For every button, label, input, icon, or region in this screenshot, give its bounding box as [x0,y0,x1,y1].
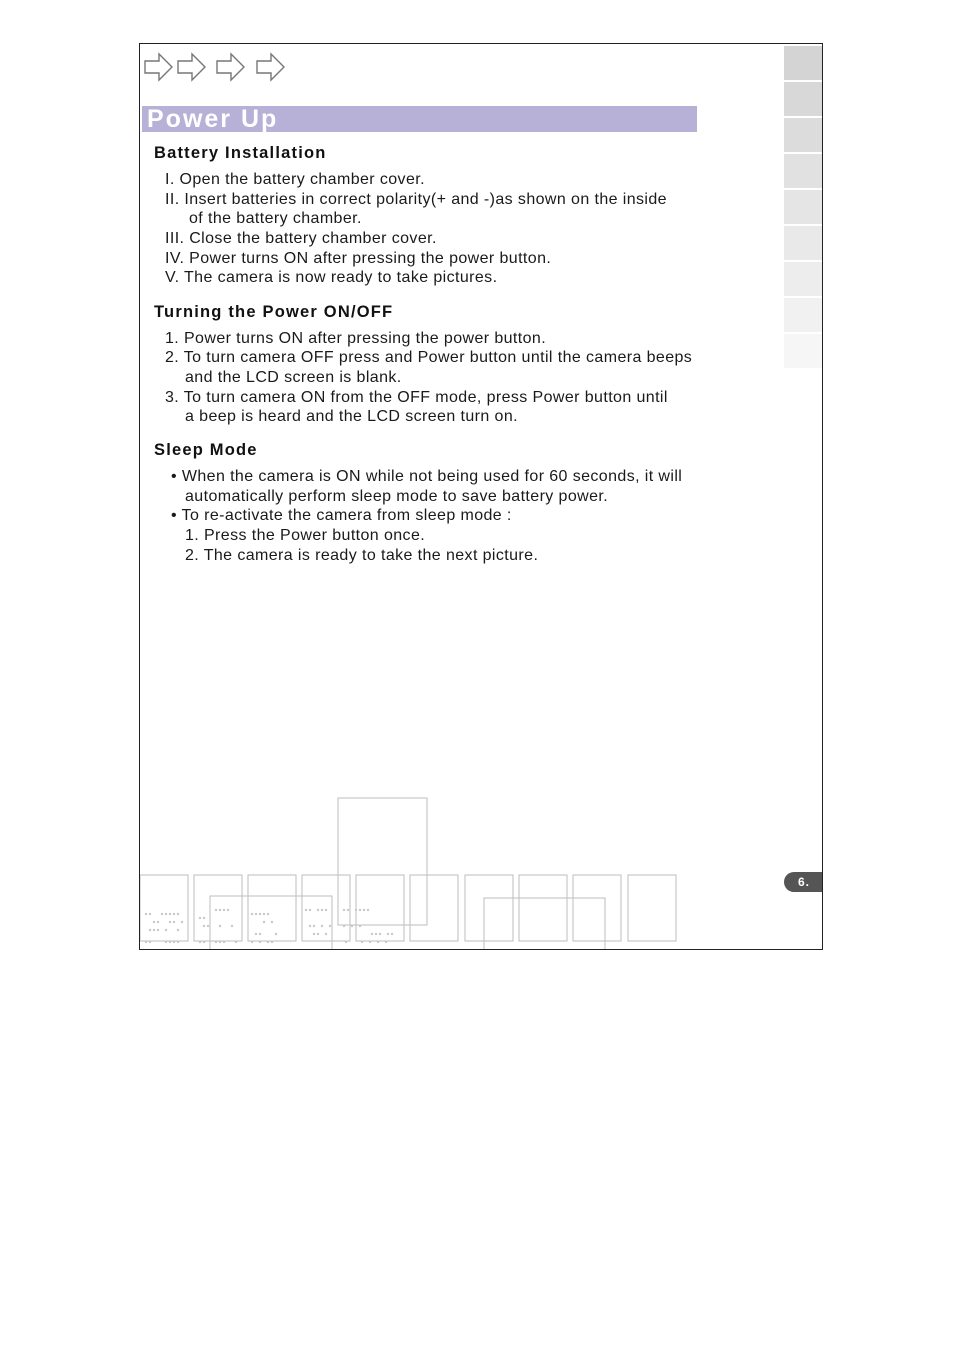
power-step: 3. To turn camera ON from the OFF mode, press Power button until [165,389,668,406]
battery-step: III. Close the battery chamber cover. [165,230,437,247]
battery-step: V. The camera is now ready to take pictures. [165,269,498,286]
power-step: 2. To turn camera OFF press and Power button until the camera beeps [165,349,693,366]
section-heading-battery: Battery Installation [154,144,327,162]
side-tab [784,262,822,296]
manual-page [139,43,823,950]
power-step-continued: a beep is heard and the LCD screen turn on. [185,408,518,425]
battery-step-continued: of the battery chamber. [189,210,362,227]
page-number-badge: 6. [784,872,823,892]
title-bar [142,106,697,132]
side-tab [784,190,822,224]
side-tab [784,298,822,332]
power-step-continued: and the LCD screen is blank. [185,369,402,386]
sleep-bullet-continued: automatically perform sleep mode to save battery power. [185,488,609,505]
side-tab [784,118,822,152]
arrow-decoration [143,49,293,85]
side-tab [784,46,822,80]
sleep-bullet: • To re-activate the camera from sleep mode : [171,507,512,524]
sleep-bullet: • When the camera is ON while not being used for 60 seconds, it will [171,468,683,485]
power-step: 1. Power turns ON after pressing the power button. [165,330,547,347]
side-tab-strip [784,46,822,370]
arrow-right-icon [145,54,172,80]
battery-step: II. Insert batteries in correct polarity(+ and -)as shown on the inside [165,191,667,208]
side-tab [784,82,822,116]
side-tab [784,226,822,260]
sleep-substep: 1. Press the Power button once. [185,527,426,544]
battery-step: IV. Power turns ON after pressing the power button. [165,250,552,267]
section-heading-power: Turning the Power ON/OFF [154,303,394,321]
arrow-right-icon [217,54,244,80]
arrow-right-icon [257,54,284,80]
page-title: Power Up [147,105,279,133]
battery-step: I. Open the battery chamber cover. [165,171,425,188]
side-tab [784,154,822,188]
section-heading-sleep: Sleep Mode [154,441,258,459]
arrow-right-icon [178,54,205,80]
sleep-substep: 2. The camera is ready to take the next picture. [185,547,539,564]
decorative-pattern [140,792,700,950]
side-tab [784,334,822,368]
